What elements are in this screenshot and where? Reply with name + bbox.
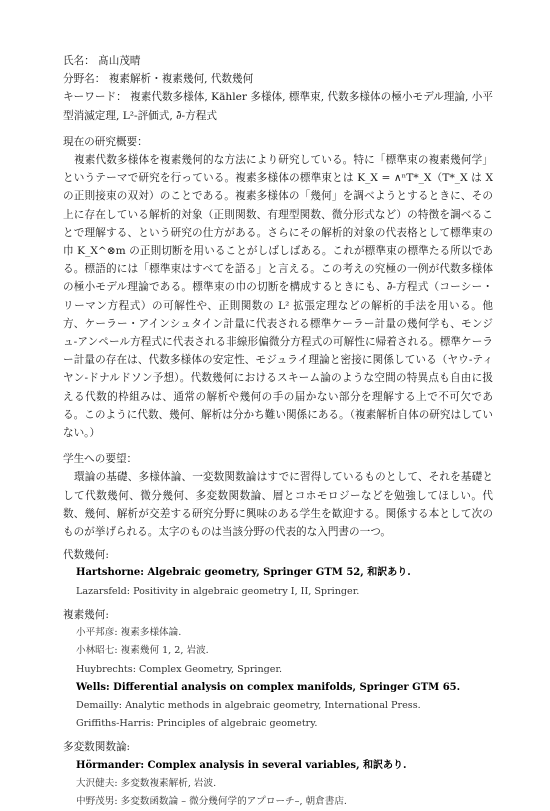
reference-item: Wells: Differential analysis on complex manifolds, Springer GTM 65.	[76, 681, 461, 693]
name-line: 氏名： 髙山茂晴	[63, 55, 141, 67]
reference-item: Demailly: Analytic methods in algebraic geometry, International Press.	[76, 699, 421, 711]
reference-item: Hörmander: Complex analysis in several variables, 和訳あり.	[76, 759, 407, 771]
reference-item: Lazarsfeld: Positivity in algebraic geometry I, II, Springer.	[76, 585, 360, 597]
reference-category: 複素幾何:	[63, 608, 109, 621]
students-body: 環論の基礎、多様体論、一変数関数論はすでに習得しているものとして、それを基礎として代数幾何、微分幾何、多変数関数論、層とコホモロジーなどを勉強してほしい。代数、幾何、解析が交差する研究分野に興味のある学生を歓迎する。関係する本として次のものが挙げられる。太字のものは当該分野の代表的な入門書の一つ。	[63, 471, 493, 539]
research-heading: 現在の研究概要：	[63, 135, 148, 148]
reference-item: 小平邦彦: 複素多様体論.	[76, 627, 182, 639]
document-page	[63, 52, 493, 811]
reference-item: Huybrechts: Complex Geometry, Springer.	[76, 663, 283, 675]
reference-list	[63, 546, 493, 811]
reference-item: 大沢健夫: 多変数複素解析, 岩波.	[76, 777, 217, 789]
reference-category: 代数幾何:	[63, 549, 109, 562]
reference-item: 小林昭七: 複素幾何 1, 2, 岩波.	[76, 645, 209, 657]
reference-category: 多変数関数論:	[63, 741, 131, 754]
field-line: 分野名： 複素解析・複素幾何, 代数幾何	[63, 73, 254, 86]
reference-item: 中野茂男: 多変数函数論 – 微分幾何学的アプローチ–, 朝倉書店.	[76, 795, 347, 807]
keywords-line: キーワード： 複素代数多様体, Kähler 多様体, 標準束, 代数多様体の極小モデル理論, 小平型消滅定理, L²-評価式, ∂̄-方程式	[63, 91, 493, 122]
reference-item: Hartshorne: Algebraic geometry, Springer GTM 52, 和訳あり.	[76, 567, 411, 579]
research-body: 複素代数多様体を複素幾何的な方法により研究している。特に「標準束の複素幾何学」というテーマで研究を行っている。複素多様体の標準束とは K_X = ∧ⁿT*_X（T*_X は X の正則接束の双対）のことである。複素多様体の「幾何」を調べようとするときに、その上に存在している解析的対象（正則関数、有理型関数、微分形式など）の特徴を調べることで理解する、という研究の仕方がある。さらにその解析的対象の代表格として標準束の巾 K_X^⊗m の正則切断を用いることがしばしばある。これが標準束の標準たる所以である。標語的には「標準束はすべてを語る」と言える。この考えの究極の一例が代数多様体の極小モデル理論である。標準束の巾の切断を構成するときにも、∂̄-方程式（コーシー・リーマン方程式）の可解性や、正則関数の L² 拡張定理などの解析的手法を用いる。他方、ケーラー・アインシュタイン計量に代表される標準ケーラー計量の幾何学も、モンジュ-アンペール方程式に代表される非線形偏微分方程式の可解性に帰着される。標準ケーラー計量の存在は、代数多様体の安定性、モジュライ理論と密接に関係している（ヤウ-ティヤン-ドナルドソン予想）。代数幾何におけるスキーム論のような空間の特異点も自由に扱える代数的枠組みは、通常の解析や幾何の手の届かない部分を理解する上で不可欠である。このように代数、幾何、解析は分かち難い関係にある。（複素解析自体の研究はしていない。）	[63, 154, 493, 440]
reference-item: Griffiths-Harris: Principles of algebraic geometry.	[76, 718, 318, 730]
students-heading: 学生への要望：	[63, 453, 138, 466]
